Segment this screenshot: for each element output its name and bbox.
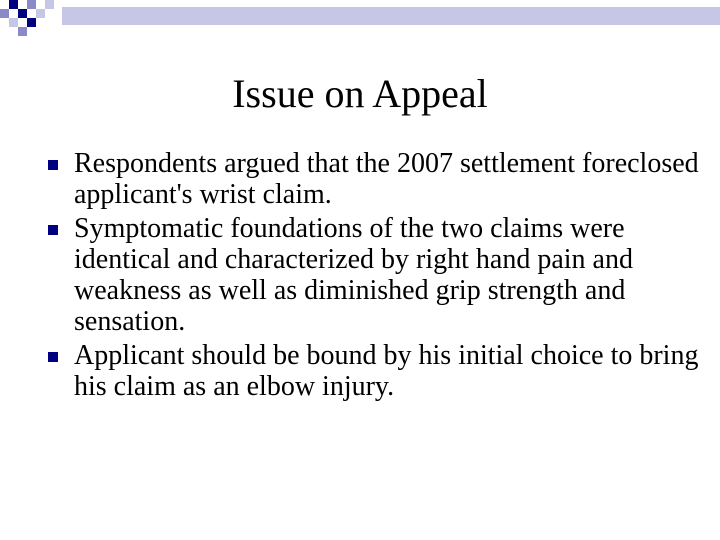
checker-square (27, 18, 36, 27)
bullet-text: Symptomatic foundations of the two claims were identical and characterized by right hand pain and weakness as well as diminished grip strength and sensation. (74, 213, 633, 337)
bullet-item (48, 340, 708, 402)
checker-square (9, 18, 18, 27)
checker-square (45, 0, 54, 9)
square-bullet-icon (48, 352, 58, 362)
bullet-item (48, 148, 708, 210)
slide-title: Issue on Appeal (232, 71, 488, 116)
checker-square (18, 27, 27, 36)
slide-header-decoration (0, 0, 720, 44)
checker-square (27, 0, 36, 9)
square-bullet-icon (48, 160, 58, 170)
bullet-text: Respondents argued that the 2007 settlement foreclosed applicant's wrist claim. (74, 148, 699, 210)
checker-square (9, 0, 18, 9)
checker-square (0, 9, 9, 18)
bullet-list (48, 148, 708, 405)
header-rule-bar (62, 7, 720, 25)
checker-square (36, 9, 45, 18)
square-bullet-icon (48, 225, 58, 235)
bullet-text: Applicant should be bound by his initial choice to bring his claim as an elbow injury. (74, 340, 699, 402)
bullet-item (48, 213, 708, 337)
checker-square (18, 9, 27, 18)
checker-pattern-decoration (0, 0, 60, 44)
